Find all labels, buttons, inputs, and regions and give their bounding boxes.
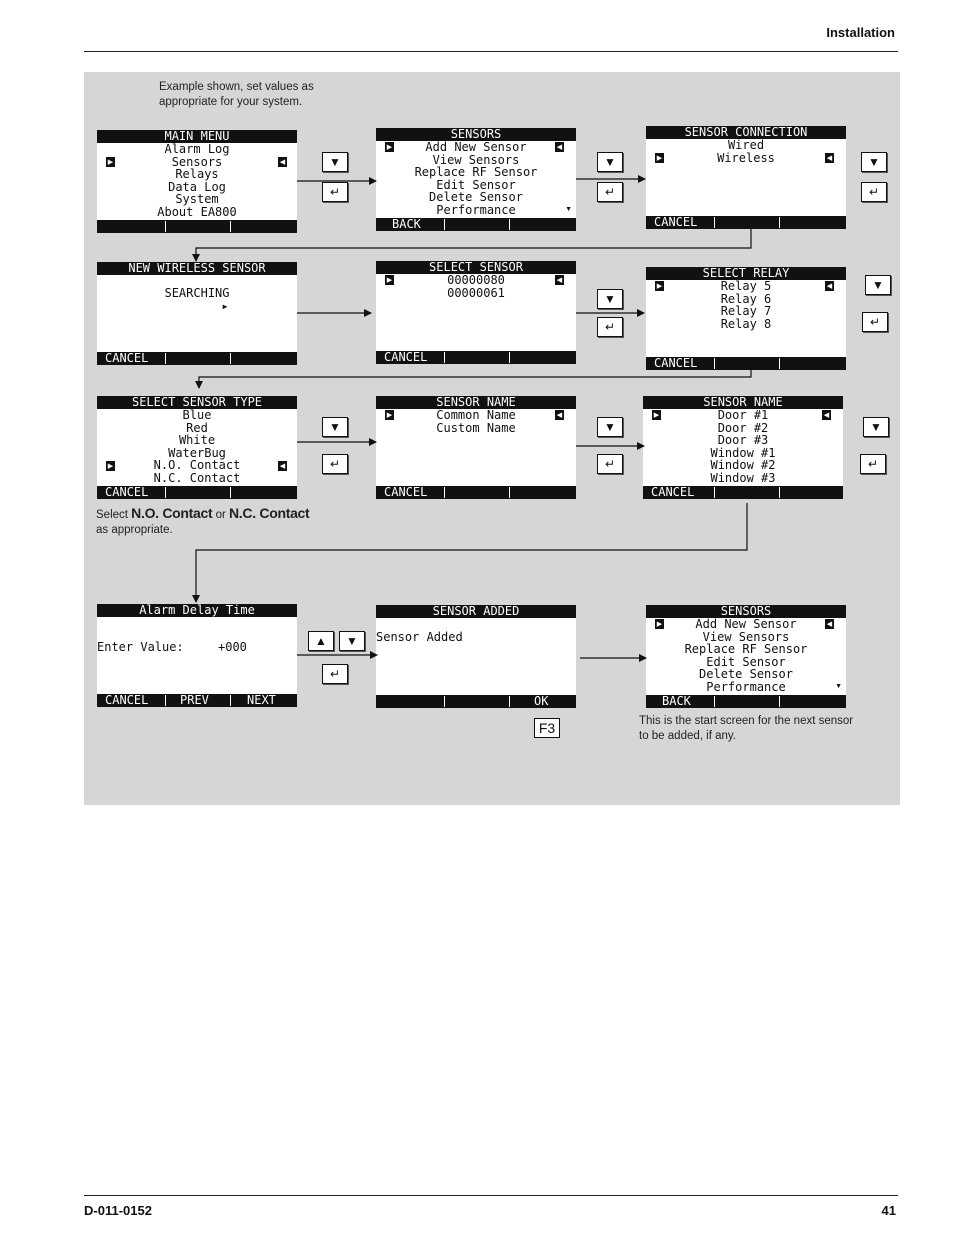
softkey-cancel: CANCEL: [654, 356, 698, 370]
menu-line: N.O. Contact: [153, 458, 241, 472]
arrow-connector: [199, 369, 751, 388]
section-header: Installation: [826, 25, 895, 40]
menu-line: View Sensors: [432, 152, 520, 167]
cursor-left-icon: ◀: [826, 282, 833, 290]
screen-title: SENSOR NAME: [643, 396, 843, 409]
up-arrow-key-icon: ▲: [308, 631, 334, 651]
screen-title: SELECT RELAY: [646, 267, 846, 280]
enter-key-icon: ↵: [862, 312, 888, 332]
cursor-left-icon: ◀: [556, 276, 563, 284]
menu-line: Add New Sensor: [425, 140, 527, 154]
cursor-right-icon: ▶: [107, 462, 114, 470]
enter-key-icon: ↵: [597, 317, 623, 337]
cursor-left-icon: ◀: [826, 154, 833, 162]
softkey-cancel: CANCEL: [105, 351, 149, 365]
scroll-more-icon: ▼: [565, 206, 572, 213]
menu-line: Door #1: [717, 408, 769, 422]
menu-line: Delete Sensor: [699, 667, 793, 681]
menu-line: N.C. Contact: [153, 470, 241, 485]
down-arrow-key-icon: ▼: [322, 417, 348, 437]
softkey-back: BACK: [392, 217, 421, 231]
cursor-left-icon: ◀: [556, 143, 563, 151]
softkey-next: NEXT: [247, 693, 276, 707]
softkey-cancel: CANCEL: [384, 485, 428, 499]
cursor-left-icon: ◀: [556, 411, 563, 419]
document-id: D-011-0152: [84, 1203, 152, 1218]
cursor-left-icon: ◀: [279, 462, 286, 470]
menu-line: Relay 6: [720, 291, 772, 306]
scroll-more-icon: ▼: [835, 683, 842, 690]
menu-line: Window #2: [710, 458, 776, 472]
softkey-cancel: CANCEL: [105, 485, 149, 499]
arrow-connector: [196, 229, 751, 261]
softkey-cancel: CANCEL: [651, 485, 695, 499]
softkey-prev: PREV: [180, 693, 209, 707]
menu-line: Relay 8: [720, 316, 772, 331]
enter-value-label: Enter Value:: [97, 640, 184, 654]
menu-line: Custom Name: [436, 420, 516, 435]
menu-line: Replace RF Sensor: [414, 165, 538, 179]
screen-title: NEW WIRELESS SENSOR: [97, 262, 297, 275]
delay-value: +000: [218, 640, 247, 654]
softkey-ok: OK: [534, 694, 549, 708]
enter-key-icon: ↵: [322, 454, 348, 474]
start-screen-note: This is the start screen for the next sensor to be added, if any.: [639, 715, 854, 742]
cursor-right-icon: ▶: [386, 411, 393, 419]
cursor-left-icon: ◀: [823, 411, 830, 419]
cursor-left-icon: ◀: [279, 158, 286, 166]
menu-line: Window #1: [710, 445, 776, 460]
menu-line: Delete Sensor: [429, 190, 523, 204]
screen-title: SENSORS: [376, 128, 576, 141]
cursor-right-icon: ▶: [656, 282, 663, 290]
screen-title: SENSORS: [646, 605, 846, 618]
enter-key-icon: ↵: [597, 182, 623, 202]
down-arrow-key-icon: ▼: [861, 152, 887, 172]
enter-key-icon: ↵: [861, 182, 887, 202]
enter-key-icon: ↵: [322, 664, 348, 684]
softkey-back: BACK: [662, 694, 691, 708]
menu-line: Sensors: [171, 154, 223, 169]
screen-title: SENSOR NAME: [376, 396, 576, 409]
progress-indicator: ▸: [221, 299, 229, 313]
menu-line: Replace RF Sensor: [684, 642, 808, 656]
screen-title: SELECT SENSOR: [376, 261, 576, 274]
menu-line: About EA800: [157, 204, 237, 219]
footer-rule: [84, 1195, 898, 1196]
menu-line: Window #3: [710, 470, 776, 485]
menu-line: Edit Sensor: [436, 177, 516, 192]
screen-title: MAIN MENU: [97, 130, 297, 143]
menu-line: Common Name: [436, 408, 516, 422]
down-arrow-key-icon: ▼: [597, 289, 623, 309]
menu-line: Relay 7: [720, 304, 772, 318]
menu-line: WaterBug: [168, 445, 226, 460]
screen-title: SENSOR CONNECTION: [646, 126, 846, 139]
menu-line: 00000061: [447, 285, 505, 300]
cursor-right-icon: ▶: [656, 620, 663, 628]
menu-line: Red: [186, 420, 208, 435]
cursor-right-icon: ▶: [653, 411, 660, 419]
softkey-cancel: CANCEL: [105, 693, 149, 707]
menu-line: Door #3: [717, 433, 769, 447]
menu-line: Performance: [436, 202, 516, 217]
menu-line: Relay 5: [720, 279, 772, 293]
down-arrow-key-icon: ▼: [863, 417, 889, 437]
down-arrow-key-icon: ▼: [597, 417, 623, 437]
menu-line: Door #2: [717, 420, 769, 435]
menu-line: Alarm Log: [164, 142, 230, 156]
cursor-right-icon: ▶: [656, 154, 663, 162]
confirmation-message: Sensor Added: [376, 630, 463, 644]
down-arrow-key-icon: ▼: [865, 275, 891, 295]
cursor-left-icon: ◀: [826, 620, 833, 628]
menu-line: Blue: [182, 408, 212, 422]
page-number: 41: [881, 1203, 896, 1218]
select-contact-note: Select N.O. Contact or N.C. Contact as appropriate.: [96, 505, 310, 536]
screen-title: SENSOR ADDED: [376, 605, 576, 618]
enter-key-icon: ↵: [597, 454, 623, 474]
screen-title: SELECT SENSOR TYPE: [97, 396, 297, 409]
arrow-connector: [196, 503, 747, 602]
menu-line: View Sensors: [702, 629, 790, 644]
status-line: SEARCHING: [164, 286, 230, 300]
menu-line: Relays: [175, 167, 219, 181]
enter-key-icon: ↵: [322, 182, 348, 202]
cursor-right-icon: ▶: [107, 158, 114, 166]
down-arrow-key-icon: ▼: [322, 152, 348, 172]
enter-key-icon: ↵: [860, 454, 886, 474]
menu-line: 00000080: [447, 273, 505, 287]
menu-line: Wireless: [717, 150, 775, 165]
down-arrow-key-icon: ▼: [597, 152, 623, 172]
menu-line: Data Log: [168, 179, 226, 194]
menu-line: White: [178, 433, 216, 447]
screen-title: Alarm Delay Time: [97, 604, 297, 617]
f3-key-icon: F3: [534, 718, 560, 738]
menu-line: Wired: [727, 138, 765, 152]
menu-line: Performance: [706, 679, 786, 694]
menu-line: Add New Sensor: [695, 617, 797, 631]
menu-line: System: [175, 192, 219, 206]
menu-line: Edit Sensor: [706, 654, 786, 669]
softkey-cancel: CANCEL: [654, 215, 698, 229]
down-arrow-key-icon: ▼: [339, 631, 365, 651]
cursor-right-icon: ▶: [386, 143, 393, 151]
cursor-right-icon: ▶: [386, 276, 393, 284]
softkey-cancel: CANCEL: [384, 350, 428, 364]
example-note: Example shown, set values as appropriate for your system.: [159, 81, 314, 108]
